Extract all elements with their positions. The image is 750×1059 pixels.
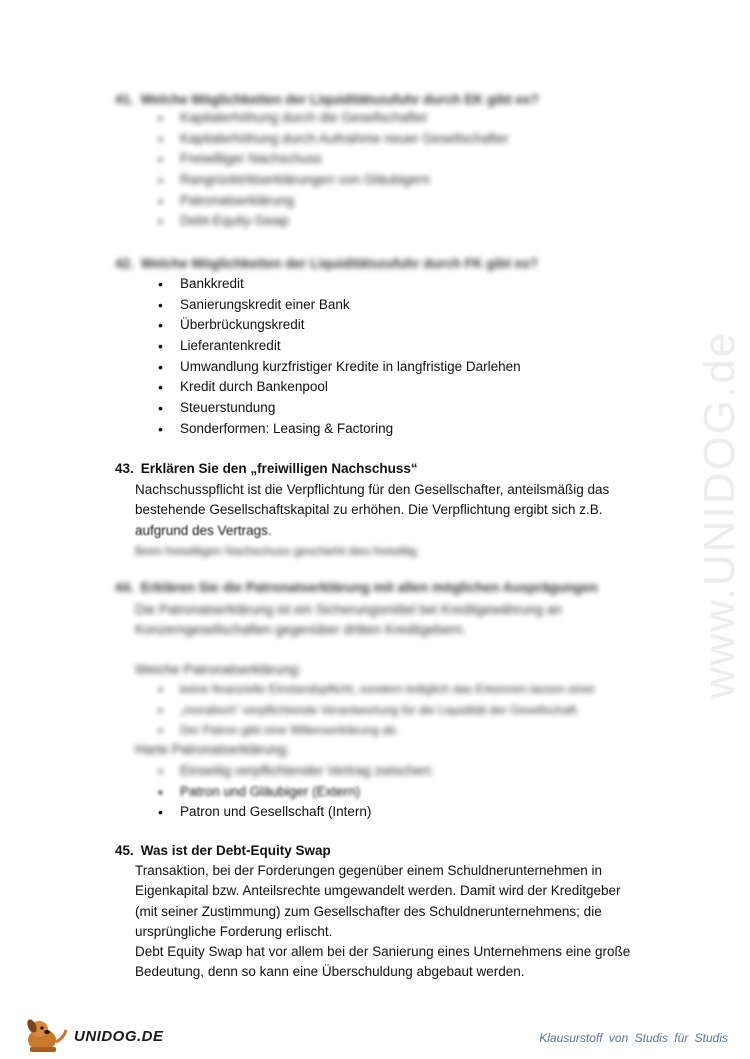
question-45-answer <box>135 861 655 983</box>
answer-line: Nachschusspflicht ist die Verpflichtung für den Gesellschafter, anteilsmäßig das <box>135 482 610 497</box>
question-title: Was ist der Debt-Equity Swap <box>140 843 331 858</box>
list-item: • Patron und Gläubiger (Extern) <box>158 782 434 803</box>
list-item: • Debt-Equity-Swap <box>158 211 509 232</box>
footer-slogan: Klausurstoff von Studis für Studis <box>539 1031 728 1045</box>
answer-line: ursprüngliche Forderung erlischt. <box>135 923 333 939</box>
question-number: 45. <box>115 843 134 858</box>
question-44-intro <box>135 600 655 641</box>
question-number: 43. <box>115 461 134 476</box>
list-item: • Sonderformen: Leasing & Factoring <box>158 419 521 440</box>
question-44-heading <box>115 580 598 595</box>
hard-patronage-list <box>158 761 434 823</box>
answer-line: Die Patronatserklärung ist ein Sicherungsmittel bei Kreditgewährung an <box>135 602 562 617</box>
list-item: • Kapitalerhöhung durch Aufnahme neuer Gesellschafter <box>158 129 509 150</box>
answer-line: Transaktion, bei der Forderungen gegenüber einem Schuldnerunternehmen in <box>135 863 603 878</box>
answer-line: aufgrund des Vertrags. <box>135 522 272 538</box>
list-item: • Überbrückungskredit <box>158 315 521 336</box>
answer-line: Beim freiwilligen Nachschuss geschieht dies freiwillig. <box>135 543 420 558</box>
question-title: Erklären Sie den „freiwilligen Nachschuss“ <box>140 461 418 476</box>
question-number: 44. <box>115 580 134 595</box>
list-item: • keine finanzielle Einstandspflicht, sondern lediglich das Erkennen lassen einer <box>158 679 595 700</box>
watermark-text: www.UNIDOG.de <box>695 330 744 700</box>
question-title: Welche Möglichkeiten der Liquiditätszufuhr durch FK gibt es? <box>140 256 539 271</box>
question-number: 42. <box>115 256 134 271</box>
sub-label: Harte Patronatserklärung: <box>135 742 290 757</box>
question-42-list <box>158 274 521 440</box>
list-item: • Patronatserklärung <box>158 191 509 212</box>
logo-text: UNIDOG.DE <box>74 1028 164 1045</box>
question-43-heading <box>115 461 418 476</box>
question-41-list <box>158 108 509 232</box>
answer-line: Konzerngesellschaften gegenüber dritten Kreditgebern. <box>135 622 466 638</box>
list-item: • Umwandlung kurzfristiger Kredite in langfristige Darlehen <box>158 357 521 378</box>
list-item: • Lieferantenkredit <box>158 336 521 357</box>
soft-patronage-list <box>158 679 595 741</box>
dog-mascot-icon <box>22 1016 72 1054</box>
question-title: Welche Möglichkeiten der Liquiditätszufuhr durch EK gibt es? <box>140 92 539 107</box>
list-item: • Patron und Gesellschaft (Intern) <box>158 802 434 823</box>
list-item: • Kredit durch Bankenpool <box>158 377 521 398</box>
list-item: • Kapitalerhöhung durch die Gesellschafter <box>158 108 509 129</box>
answer-line: Bedeutung, denn so kann eine Überschuldung abgebaut werden. <box>135 964 525 980</box>
unidog-logo <box>22 1016 162 1052</box>
list-item: • Steuerstundung <box>158 398 521 419</box>
list-item: • Freiwilliger Nachschuss <box>158 149 509 170</box>
question-41-heading <box>115 92 539 107</box>
question-title: Erklären Sie die Patronatserklärung mit allen möglichen Ausprägungen <box>140 580 598 595</box>
list-item: • Rangrücktrittserklärungen von Gläubigern <box>158 170 509 191</box>
answer-line: (mit seiner Zustimmung) zum Gesellschafter des Schuldnerunternehmens; die <box>135 903 602 919</box>
question-number: 41. <box>115 92 134 107</box>
answer-line: Eigenkapital bzw. Anteilsrechte umgewandelt werden. Damit wird der Kreditgeber <box>135 883 621 899</box>
question-42-heading <box>115 256 538 271</box>
list-item: • Einseitig verpflichtender Vertrag zwischen: <box>158 761 434 782</box>
question-43-answer <box>135 480 655 561</box>
list-item-continued: • Der Patron gibt eine Willenserklärung ab. <box>158 720 595 741</box>
list-item: • Sanierungskredit einer Bank <box>158 295 521 316</box>
answer-line: bestehende Gesellschaftskapital zu erhöhen. Die Verpflichtung ergibt sich z.B. <box>135 502 603 518</box>
question-45-heading <box>115 843 331 858</box>
sub-label: Weiche Patronatserklärung: <box>135 662 302 677</box>
answer-line: Debt Equity Swap hat vor allem bei der Sanierung eines Unternehmens eine große <box>135 944 631 960</box>
watermark <box>695 285 744 745</box>
soft-patronage-label <box>135 660 655 680</box>
list-item: • Bankkredit <box>158 274 521 295</box>
hard-patronage-label <box>135 740 655 760</box>
list-item-continued: • „moralisch“ verpflichtende Verantwortung für die Liquidität der Gesellschaft. <box>158 700 595 721</box>
